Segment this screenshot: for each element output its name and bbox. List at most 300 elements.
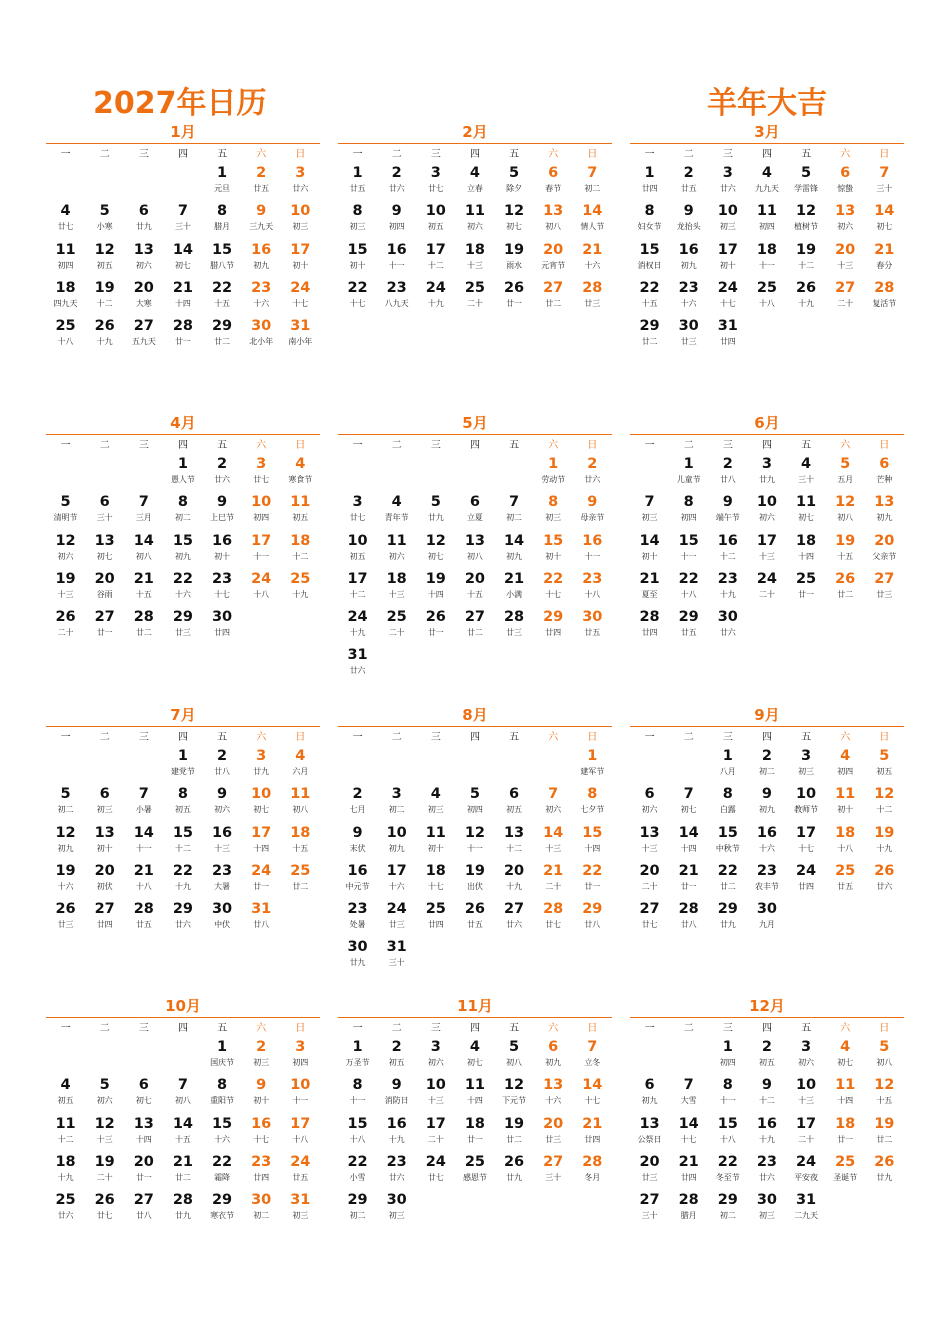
day-cell bbox=[85, 1153, 124, 1191]
lunar-label: 十九 bbox=[719, 589, 736, 599]
lunar-label: 廿四 bbox=[641, 184, 658, 193]
lunar-label: 十八 bbox=[719, 1134, 736, 1144]
lunar-label: 廿二 bbox=[214, 337, 231, 347]
lunar-label: 初六 bbox=[466, 222, 483, 232]
lunar-label: 腊八节 bbox=[210, 260, 235, 270]
day-number: 17 bbox=[795, 824, 817, 841]
lunar-label: 初七 bbox=[135, 1096, 152, 1106]
day-cell bbox=[534, 785, 573, 823]
lunar-label: 初四 bbox=[758, 222, 775, 232]
month-block bbox=[338, 122, 612, 317]
day-cell bbox=[669, 279, 708, 317]
day-number: 4 bbox=[761, 165, 772, 181]
day-number: 22 bbox=[678, 570, 699, 587]
day-number: 9 bbox=[256, 1077, 267, 1094]
day-cell bbox=[747, 241, 786, 279]
day-number: 6 bbox=[99, 786, 110, 803]
day-number: 11 bbox=[55, 1115, 76, 1132]
day-cell bbox=[203, 824, 242, 862]
day-cell bbox=[630, 1191, 669, 1229]
lunar-label: 十一 bbox=[253, 551, 270, 561]
day-number: 14 bbox=[874, 203, 895, 220]
day-number: 24 bbox=[425, 279, 446, 296]
lunar-label: 十五 bbox=[837, 551, 854, 561]
day-cell bbox=[573, 241, 612, 279]
weekday-header bbox=[630, 146, 904, 164]
lunar-label: 七夕节 bbox=[580, 805, 605, 815]
lunar-label: 十九 bbox=[388, 1134, 405, 1144]
day-number: 2 bbox=[683, 165, 694, 181]
lunar-label: 十八 bbox=[584, 589, 601, 599]
day-number: 6 bbox=[469, 494, 480, 511]
lunar-label: 廿六 bbox=[876, 881, 893, 891]
day-cell bbox=[416, 608, 455, 646]
lunar-label: 十六 bbox=[57, 881, 74, 891]
lunar-label: 中秋节 bbox=[715, 843, 740, 853]
day-cell bbox=[242, 1153, 281, 1191]
day-number: 10 bbox=[251, 494, 272, 511]
day-cell bbox=[708, 1191, 747, 1229]
day-number: 24 bbox=[251, 862, 272, 879]
day-number: 9 bbox=[683, 203, 694, 220]
lunar-label: 初六 bbox=[837, 222, 854, 232]
day-number: 15 bbox=[543, 532, 564, 549]
day-number: 13 bbox=[639, 1115, 660, 1132]
lunar-label: 二九天 bbox=[794, 1211, 819, 1221]
day-cell bbox=[85, 900, 124, 938]
weekday-label: 二 bbox=[99, 440, 110, 451]
day-cell bbox=[242, 785, 281, 823]
day-cell bbox=[708, 608, 747, 646]
weekday-label: 二 bbox=[391, 1023, 402, 1034]
day-number: 9 bbox=[761, 786, 772, 803]
day-cell bbox=[495, 164, 534, 202]
day-cell bbox=[534, 164, 573, 202]
day-number: 13 bbox=[94, 824, 115, 841]
day-number: 8 bbox=[177, 494, 188, 511]
day-cell bbox=[124, 493, 163, 531]
lunar-label: 廿四 bbox=[641, 628, 658, 638]
weekday-label: 二 bbox=[99, 149, 110, 160]
day-number: 5 bbox=[469, 786, 480, 803]
month-block bbox=[46, 996, 320, 1229]
day-number: 27 bbox=[94, 901, 115, 918]
lunar-label: 复活节 bbox=[872, 298, 897, 308]
day-number: 25 bbox=[290, 862, 311, 879]
lunar-label: 冬月 bbox=[584, 1172, 601, 1182]
lunar-label: 廿一 bbox=[253, 881, 270, 891]
day-cell bbox=[377, 900, 416, 938]
lunar-label: 初二 bbox=[388, 805, 405, 815]
lunar-label: 情人节 bbox=[580, 222, 605, 232]
day-number: 1 bbox=[217, 165, 228, 181]
lunar-label: 廿三 bbox=[506, 628, 523, 638]
day-number: 19 bbox=[835, 532, 856, 549]
day-cell bbox=[573, 747, 612, 785]
month-name: 10月 bbox=[165, 997, 201, 1015]
day-cell bbox=[787, 570, 826, 608]
lunar-label: 初七 bbox=[427, 551, 444, 561]
day-cell bbox=[495, 900, 534, 938]
day-cell bbox=[669, 164, 708, 202]
day-number: 19 bbox=[874, 824, 895, 841]
lunar-label: 初三 bbox=[253, 1058, 270, 1067]
day-number: 2 bbox=[217, 748, 228, 764]
day-number: 11 bbox=[795, 494, 817, 511]
day-number: 8 bbox=[352, 203, 363, 220]
month-divider bbox=[630, 1017, 904, 1018]
day-cell bbox=[338, 646, 377, 684]
day-cell bbox=[416, 1038, 455, 1076]
day-number: 2 bbox=[761, 1039, 772, 1055]
day-cell bbox=[708, 493, 747, 531]
lunar-label: 小雪 bbox=[349, 1172, 366, 1182]
day-cell bbox=[747, 493, 786, 531]
day-number: 10 bbox=[756, 494, 778, 511]
day-cell bbox=[455, 532, 494, 570]
lunar-label: 初四 bbox=[719, 1058, 736, 1067]
day-number: 30 bbox=[582, 609, 603, 626]
day-number: 30 bbox=[678, 318, 699, 335]
lunar-label: 初七 bbox=[96, 551, 113, 561]
lunar-label: 初五 bbox=[292, 513, 309, 523]
day-cell bbox=[281, 862, 320, 900]
lunar-label: 廿三 bbox=[876, 589, 893, 599]
lunar-label: 十四 bbox=[584, 843, 601, 853]
day-cell bbox=[669, 455, 708, 493]
day-number: 5 bbox=[879, 1039, 890, 1055]
day-number: 22 bbox=[172, 862, 194, 879]
lunar-label: 初五 bbox=[506, 805, 523, 815]
day-number: 24 bbox=[386, 901, 407, 918]
lunar-label: 廿九 bbox=[427, 513, 444, 523]
day-number: 25 bbox=[55, 1192, 76, 1209]
day-cell bbox=[163, 279, 202, 317]
day-cell bbox=[865, 1076, 904, 1114]
day-number: 29 bbox=[172, 609, 194, 626]
day-number: 15 bbox=[347, 241, 368, 258]
weekday-header bbox=[630, 729, 904, 747]
day-cell bbox=[338, 1076, 377, 1114]
lunar-label: 春分 bbox=[876, 260, 893, 270]
day-cell bbox=[281, 1153, 320, 1191]
day-number: 11 bbox=[55, 241, 76, 258]
day-cell bbox=[203, 608, 242, 646]
day-number: 21 bbox=[582, 241, 603, 258]
weekday-label: 五 bbox=[217, 440, 228, 451]
day-number: 25 bbox=[464, 1153, 486, 1170]
day-number: 4 bbox=[469, 165, 480, 181]
day-number: 23 bbox=[347, 901, 368, 918]
day-number: 22 bbox=[347, 1153, 368, 1170]
lunar-label: 十六 bbox=[174, 589, 191, 599]
lunar-label: 二十 bbox=[466, 298, 483, 308]
lunar-label: 初七 bbox=[798, 513, 815, 523]
weekday-label: 日 bbox=[879, 1023, 890, 1034]
day-cell bbox=[534, 241, 573, 279]
day-cell bbox=[163, 1076, 202, 1114]
day-number: 26 bbox=[874, 1153, 895, 1170]
lunar-label: 六月 bbox=[292, 767, 309, 776]
month-name: 12月 bbox=[749, 997, 785, 1015]
day-number: 14 bbox=[678, 824, 699, 841]
day-cell bbox=[630, 900, 669, 938]
lunar-label: 十九 bbox=[292, 589, 309, 599]
day-number: 12 bbox=[55, 824, 76, 841]
day-number: 1 bbox=[177, 456, 188, 472]
lunar-label: 初八 bbox=[292, 805, 309, 815]
lunar-label: 初三 bbox=[388, 1211, 405, 1221]
day-cell bbox=[163, 570, 202, 608]
day-cell bbox=[630, 785, 669, 823]
day-number: 13 bbox=[543, 1077, 564, 1094]
weekday-label: 四 bbox=[469, 1023, 480, 1034]
day-number: 1 bbox=[548, 456, 559, 472]
lunar-label: 初九 bbox=[506, 551, 523, 561]
day-number: 25 bbox=[835, 1153, 856, 1170]
day-number: 11 bbox=[464, 203, 486, 220]
day-cell bbox=[281, 241, 320, 279]
lunar-label: 八月 bbox=[719, 767, 736, 776]
weekday-label: 二 bbox=[391, 149, 402, 160]
weekday-header bbox=[630, 1020, 904, 1038]
day-cell bbox=[242, 532, 281, 570]
day-cell bbox=[787, 1038, 826, 1076]
day-cell bbox=[338, 241, 377, 279]
day-number: 5 bbox=[801, 165, 812, 181]
day-number: 8 bbox=[217, 203, 228, 220]
day-number: 18 bbox=[464, 241, 486, 258]
day-number: 5 bbox=[509, 165, 520, 181]
day-cell bbox=[495, 1038, 534, 1076]
day-number: 16 bbox=[211, 532, 233, 549]
day-cell bbox=[163, 747, 202, 785]
day-cell bbox=[826, 785, 865, 823]
day-cell bbox=[708, 455, 747, 493]
day-grid bbox=[46, 1038, 320, 1229]
lunar-label: 植树节 bbox=[794, 222, 819, 232]
day-number: 12 bbox=[94, 241, 115, 258]
day-number: 17 bbox=[251, 824, 272, 841]
lunar-label: 愚人节 bbox=[170, 475, 195, 484]
day-number: 16 bbox=[678, 241, 699, 258]
day-number: 20 bbox=[543, 241, 564, 258]
day-cell bbox=[573, 164, 612, 202]
day-cell bbox=[124, 532, 163, 570]
lunar-label: 端午节 bbox=[715, 513, 740, 523]
day-cell bbox=[163, 824, 202, 862]
day-cell bbox=[787, 532, 826, 570]
day-number: 2 bbox=[256, 165, 267, 181]
day-number: 23 bbox=[678, 279, 699, 296]
day-cell bbox=[338, 938, 377, 976]
day-cell bbox=[377, 241, 416, 279]
lunar-label: 小寒 bbox=[96, 222, 113, 232]
day-number: 22 bbox=[717, 862, 738, 879]
lunar-label: 廿一 bbox=[466, 1134, 483, 1144]
day-cell bbox=[281, 785, 320, 823]
lunar-label: 廿三 bbox=[388, 920, 405, 930]
day-number: 30 bbox=[211, 609, 233, 626]
day-number: 6 bbox=[644, 786, 655, 803]
day-cell bbox=[747, 862, 786, 900]
day-cell bbox=[495, 785, 534, 823]
day-cell bbox=[865, 1153, 904, 1191]
lunar-label: 初二 bbox=[719, 1211, 736, 1221]
weekday-label: 日 bbox=[587, 732, 598, 743]
day-number: 24 bbox=[425, 1153, 446, 1170]
day-cell bbox=[377, 1115, 416, 1153]
day-cell bbox=[573, 455, 612, 493]
month-block bbox=[630, 996, 904, 1229]
day-number: 1 bbox=[352, 165, 363, 181]
day-cell bbox=[338, 164, 377, 202]
day-number: 24 bbox=[290, 1153, 311, 1170]
day-cell bbox=[163, 532, 202, 570]
lunar-label: 初十 bbox=[253, 1096, 270, 1106]
day-cell bbox=[46, 900, 85, 938]
lunar-label: 廿六 bbox=[506, 920, 523, 930]
day-number: 26 bbox=[94, 318, 115, 335]
day-cell bbox=[787, 493, 826, 531]
month-block bbox=[338, 413, 612, 685]
day-number: 12 bbox=[425, 532, 446, 549]
lunar-label: 初十 bbox=[427, 843, 444, 853]
day-cell bbox=[163, 785, 202, 823]
lunar-label: 处暑 bbox=[349, 920, 366, 930]
weekday-label: 三 bbox=[138, 440, 149, 451]
lunar-label: 十三 bbox=[758, 551, 775, 561]
day-cell bbox=[495, 202, 534, 240]
day-number: 12 bbox=[874, 786, 895, 803]
lunar-label: 廿四 bbox=[214, 628, 231, 638]
day-number: 6 bbox=[548, 1039, 559, 1055]
lunar-label: 初三 bbox=[96, 805, 113, 815]
day-number: 7 bbox=[879, 165, 890, 181]
day-cell bbox=[534, 202, 573, 240]
weekday-label: 日 bbox=[295, 1023, 306, 1034]
empty-cell bbox=[630, 455, 669, 493]
day-cell bbox=[242, 1076, 281, 1114]
day-number: 3 bbox=[801, 748, 812, 764]
lunar-label: 立春 bbox=[466, 184, 483, 193]
day-number: 12 bbox=[795, 203, 817, 220]
day-number: 2 bbox=[587, 456, 598, 472]
day-cell bbox=[534, 1076, 573, 1114]
day-number: 26 bbox=[835, 570, 856, 587]
day-number: 28 bbox=[503, 609, 525, 626]
day-number: 16 bbox=[347, 862, 368, 879]
day-cell bbox=[46, 279, 85, 317]
day-cell bbox=[708, 862, 747, 900]
empty-cell bbox=[455, 747, 494, 785]
lunar-label: 十七 bbox=[292, 298, 309, 308]
day-number: 8 bbox=[217, 1077, 228, 1094]
lunar-label: 初七 bbox=[466, 1058, 483, 1067]
day-cell bbox=[865, 493, 904, 531]
day-cell bbox=[338, 1191, 377, 1229]
day-number: 17 bbox=[251, 532, 272, 549]
day-number: 22 bbox=[543, 570, 564, 587]
day-cell bbox=[455, 1038, 494, 1076]
empty-cell bbox=[630, 747, 669, 785]
weekday-label: 三 bbox=[722, 1023, 733, 1034]
day-number: 31 bbox=[251, 901, 272, 918]
lunar-label: 十二 bbox=[174, 843, 191, 853]
day-number: 2 bbox=[352, 786, 363, 803]
day-cell bbox=[281, 1115, 320, 1153]
day-cell bbox=[708, 1153, 747, 1191]
lunar-label: 廿二 bbox=[174, 1172, 191, 1182]
lunar-label: 初九 bbox=[876, 513, 893, 523]
day-number: 7 bbox=[683, 786, 694, 803]
day-number: 28 bbox=[678, 901, 699, 918]
day-number: 7 bbox=[177, 203, 188, 220]
lunar-label: 初十 bbox=[96, 843, 113, 853]
month-name: 9月 bbox=[754, 706, 780, 724]
day-number: 18 bbox=[290, 532, 311, 549]
day-cell bbox=[495, 608, 534, 646]
day-number: 4 bbox=[469, 1039, 480, 1055]
day-cell bbox=[281, 455, 320, 493]
lunar-label: 廿二 bbox=[292, 881, 309, 891]
empty-cell bbox=[669, 747, 708, 785]
month-divider bbox=[46, 726, 320, 727]
lunar-label: 教师节 bbox=[794, 805, 819, 815]
day-cell bbox=[203, 1076, 242, 1114]
day-cell bbox=[534, 824, 573, 862]
day-cell bbox=[495, 1153, 534, 1191]
day-cell bbox=[416, 1153, 455, 1191]
weekday-label: 日 bbox=[295, 732, 306, 743]
day-cell bbox=[85, 824, 124, 862]
day-cell bbox=[281, 570, 320, 608]
lunar-label: 十八 bbox=[135, 881, 152, 891]
weekday-label: 一 bbox=[352, 1023, 363, 1034]
lunar-label: 初六 bbox=[545, 805, 562, 815]
day-cell bbox=[573, 862, 612, 900]
day-number: 19 bbox=[425, 570, 446, 587]
day-cell bbox=[416, 824, 455, 862]
day-cell bbox=[242, 900, 281, 938]
lunar-label: 初六 bbox=[798, 1058, 815, 1067]
lunar-label: 立冬 bbox=[584, 1058, 601, 1067]
day-cell bbox=[455, 862, 494, 900]
month-block bbox=[338, 996, 612, 1229]
day-cell bbox=[669, 1115, 708, 1153]
day-cell bbox=[124, 1191, 163, 1229]
lunar-label: 廿三 bbox=[174, 628, 191, 638]
day-cell bbox=[669, 1153, 708, 1191]
day-cell bbox=[416, 1076, 455, 1114]
day-cell bbox=[534, 455, 573, 493]
lunar-label: 儿童节 bbox=[676, 475, 701, 484]
day-number: 6 bbox=[509, 786, 520, 803]
day-cell bbox=[338, 608, 377, 646]
day-number: 10 bbox=[251, 786, 272, 803]
day-number: 7 bbox=[509, 494, 520, 511]
day-cell bbox=[338, 279, 377, 317]
day-cell bbox=[630, 241, 669, 279]
day-number: 1 bbox=[177, 748, 188, 764]
day-cell bbox=[377, 1191, 416, 1229]
lunar-label: 初十 bbox=[719, 260, 736, 270]
month-name: 4月 bbox=[170, 414, 196, 432]
day-number: 23 bbox=[756, 1153, 778, 1170]
lunar-label: 初四 bbox=[292, 1058, 309, 1067]
lunar-label: 十九 bbox=[506, 881, 523, 891]
lunar-label: 九月 bbox=[758, 920, 775, 930]
